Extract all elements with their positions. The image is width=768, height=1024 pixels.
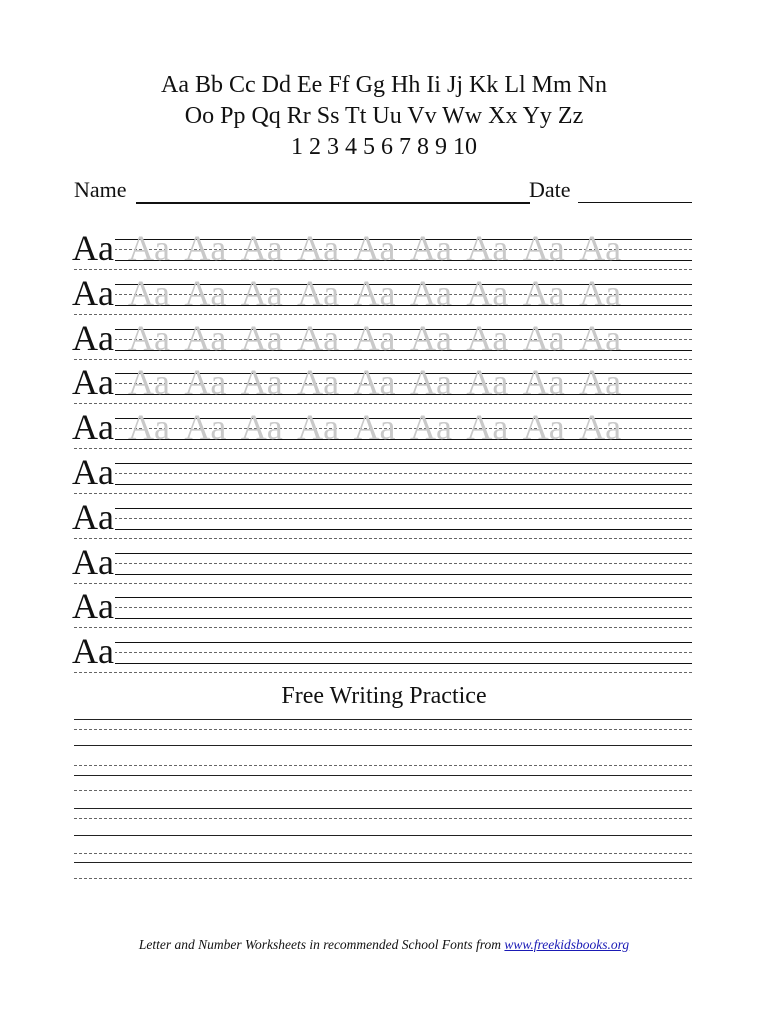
practice-row xyxy=(0,227,768,273)
footer xyxy=(0,936,768,954)
writing-dashed-line xyxy=(74,790,692,791)
alphabet-line-1: Aa Bb Cc Dd Ee Ff Gg Hh Ii Jj Kk Ll Mm Nn xyxy=(161,72,607,98)
guide-dashed-line xyxy=(74,448,692,449)
guide-dashed-line xyxy=(74,518,692,519)
writing-line xyxy=(74,862,692,863)
practice-row xyxy=(0,361,768,407)
trace-letter: Aa xyxy=(297,228,340,268)
trace-letter: Aa xyxy=(466,228,509,268)
guide-line xyxy=(74,484,692,485)
trace-letter: Aa xyxy=(128,272,170,313)
trace-letters xyxy=(128,318,636,358)
trace-letter: Aa xyxy=(297,362,340,403)
guide-dashed-line xyxy=(74,607,692,608)
guide-dashed-line xyxy=(74,359,692,360)
guide-line xyxy=(74,618,692,619)
guide-line xyxy=(74,463,692,464)
trace-letter: Aa xyxy=(409,362,452,403)
guide-dashed-line xyxy=(74,473,692,474)
trace-letter: Aa xyxy=(297,272,340,313)
writing-dashed-line xyxy=(74,878,692,879)
model-letter: Aa xyxy=(72,228,114,268)
guide-dashed-line xyxy=(74,583,692,584)
practice-row xyxy=(0,451,768,497)
guide-line xyxy=(74,529,692,530)
writing-line xyxy=(74,745,692,746)
practice-row xyxy=(0,317,768,363)
trace-letter: Aa xyxy=(297,407,340,448)
model-letter: Aa xyxy=(72,496,114,537)
trace-letter: Aa xyxy=(240,362,283,403)
trace-letter: Aa xyxy=(409,407,452,448)
trace-letter: Aa xyxy=(466,272,509,313)
model-letter: Aa xyxy=(72,452,114,492)
guide-dashed-line xyxy=(74,627,692,628)
trace-letters xyxy=(128,362,636,402)
name-line[interactable] xyxy=(136,202,530,204)
guide-dashed-line xyxy=(74,652,692,653)
trace-letter: Aa xyxy=(579,272,622,313)
trace-letter: Aa xyxy=(579,362,622,403)
trace-letter: Aa xyxy=(184,272,227,313)
guide-line xyxy=(74,642,692,643)
writing-line xyxy=(74,808,692,809)
guide-line xyxy=(74,597,692,598)
trace-letter: Aa xyxy=(128,407,170,448)
writing-dashed-line xyxy=(74,765,692,766)
guide-line xyxy=(74,508,692,509)
trace-letter: Aa xyxy=(522,317,565,358)
guide-dashed-line xyxy=(74,672,692,673)
trace-letter: Aa xyxy=(240,317,283,358)
free-writing-title: Free Writing Practice xyxy=(281,683,487,709)
trace-letter: Aa xyxy=(353,272,396,313)
guide-dashed-line xyxy=(74,314,692,315)
trace-letter: Aa xyxy=(522,407,565,448)
trace-letter: Aa xyxy=(353,407,396,448)
trace-letter: Aa xyxy=(579,407,622,448)
writing-dashed-line xyxy=(74,729,692,730)
guide-dashed-line xyxy=(74,493,692,494)
trace-letter: Aa xyxy=(128,228,170,268)
guide-dashed-line xyxy=(74,269,692,270)
trace-letter: Aa xyxy=(466,317,509,358)
trace-letter: Aa xyxy=(579,317,622,358)
trace-letter: Aa xyxy=(353,362,396,403)
trace-letter: Aa xyxy=(128,317,170,358)
guide-dashed-line xyxy=(74,563,692,564)
model-letter: Aa xyxy=(72,272,114,313)
alphabet-line-2: Oo Pp Qq Rr Ss Tt Uu Vv Ww Xx Yy Zz xyxy=(184,103,584,129)
practice-row xyxy=(0,541,768,587)
model-letter: Aa xyxy=(72,541,114,582)
model-letter: Aa xyxy=(72,631,114,672)
writing-line xyxy=(74,775,692,776)
trace-letter: Aa xyxy=(409,317,452,358)
trace-letter: Aa xyxy=(240,407,283,448)
trace-letter: Aa xyxy=(522,272,565,313)
trace-letters xyxy=(128,407,636,447)
name-label: Name xyxy=(74,177,127,202)
guide-line xyxy=(74,663,692,664)
guide-line xyxy=(74,553,692,554)
footer-text: Letter and Number Worksheets in recommended School Fonts from xyxy=(138,937,505,952)
date-line[interactable] xyxy=(578,202,692,203)
date-label: Date xyxy=(529,177,571,202)
trace-letter: Aa xyxy=(409,228,452,268)
trace-letter: Aa xyxy=(184,228,227,268)
guide-dashed-line xyxy=(74,538,692,539)
footer-link[interactable]: www.freekidsbooks.org xyxy=(504,937,630,952)
trace-letter: Aa xyxy=(522,228,565,268)
model-letter: Aa xyxy=(72,586,114,627)
practice-row xyxy=(0,585,768,631)
writing-line xyxy=(74,835,692,836)
trace-letter: Aa xyxy=(240,228,283,268)
trace-letter: Aa xyxy=(297,317,340,358)
guide-dashed-line xyxy=(74,403,692,404)
trace-letter: Aa xyxy=(409,272,452,313)
trace-letters xyxy=(128,273,636,313)
practice-row xyxy=(0,406,768,452)
trace-letter: Aa xyxy=(353,317,396,358)
trace-letter: Aa xyxy=(522,362,565,403)
trace-letter: Aa xyxy=(128,362,170,403)
trace-letter: Aa xyxy=(184,407,227,448)
model-letter: Aa xyxy=(72,317,114,358)
trace-letter: Aa xyxy=(184,362,227,403)
trace-letter: Aa xyxy=(579,228,622,268)
trace-letter: Aa xyxy=(466,407,509,448)
trace-letter: Aa xyxy=(184,317,227,358)
model-letter: Aa xyxy=(72,362,114,403)
trace-letters xyxy=(128,228,636,268)
model-letter: Aa xyxy=(72,407,114,448)
writing-dashed-line xyxy=(74,853,692,854)
trace-letter: Aa xyxy=(466,362,509,403)
guide-line xyxy=(74,574,692,575)
trace-letter: Aa xyxy=(240,272,283,313)
practice-row xyxy=(0,496,768,542)
writing-dashed-line xyxy=(74,818,692,819)
numbers-line: 1 2 3 4 5 6 7 8 9 10 xyxy=(291,134,477,160)
trace-letter: Aa xyxy=(353,228,396,268)
practice-row xyxy=(0,272,768,318)
writing-line xyxy=(74,719,692,720)
practice-row xyxy=(0,630,768,676)
